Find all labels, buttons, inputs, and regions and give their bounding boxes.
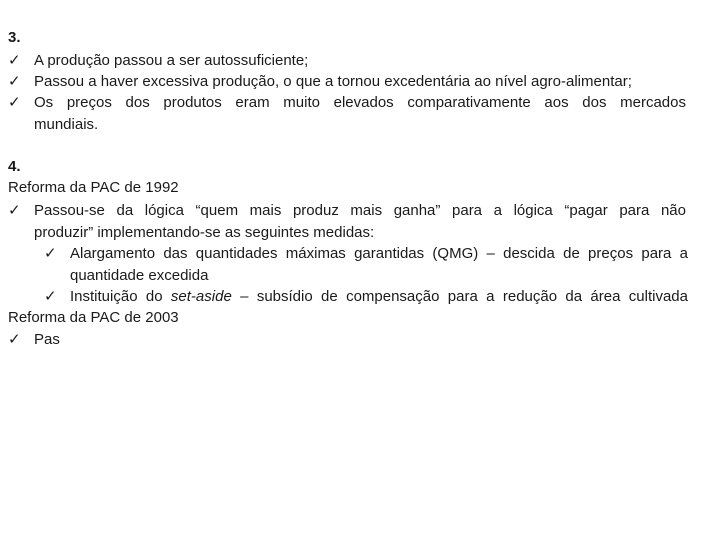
list-item — [8, 329, 688, 351]
bullet-text: A produção passou a ser autossuficiente; — [34, 52, 309, 69]
set-aside-term: set-aside — [170, 288, 232, 305]
list-item — [8, 71, 688, 93]
sub-bullet-prefix: Instituição do — [70, 288, 171, 305]
list-item — [44, 243, 688, 286]
heading-reform-2003: Reforma da PAC de 2003 — [8, 309, 179, 326]
list-item — [44, 286, 688, 308]
list-item — [8, 92, 688, 135]
section-3-number: 3. — [8, 29, 21, 46]
sub-bullet-text-continuation: quantidade excedida — [70, 266, 209, 284]
check-mark-icon: ✓ — [44, 288, 57, 305]
check-mark-icon: ✓ — [8, 52, 21, 69]
bullet-text: Pas — [34, 331, 60, 348]
sub-bullet-text — [70, 286, 688, 308]
check-mark-icon: ✓ — [8, 331, 21, 348]
section-4-number: 4. — [8, 158, 21, 175]
check-mark-icon: ✓ — [8, 94, 21, 111]
check-mark-icon: ✓ — [8, 202, 21, 219]
bullet-text: Passou a haver excessiva produção, o que a tornou excedentária ao nível agro-alimentar; — [34, 73, 632, 90]
check-mark-icon: ✓ — [44, 245, 57, 262]
bullet-text: Passou-se da lógica “quem mais produz mais ganha” para a lógica “pagar para não — [34, 202, 686, 219]
list-item — [8, 200, 688, 243]
heading-reform-1992: Reforma da PAC de 1992 — [8, 179, 179, 196]
bullet-text-continuation: produzir” implementando-se as seguintes medidas: — [34, 223, 375, 241]
list-item — [8, 50, 688, 72]
sub-bullet-suffix: – subsídio de compensação para a redução da área cultivada — [231, 288, 688, 305]
sub-bullet-text: Alargamento das quantidades máximas garantidas (QMG) – descida de preços para a — [70, 245, 688, 262]
check-mark-icon: ✓ — [8, 73, 21, 90]
bullet-text: Os preços dos produtos eram muito elevados comparativamente aos dos mercados — [34, 94, 686, 111]
bullet-text-continuation: mundiais. — [34, 115, 99, 133]
